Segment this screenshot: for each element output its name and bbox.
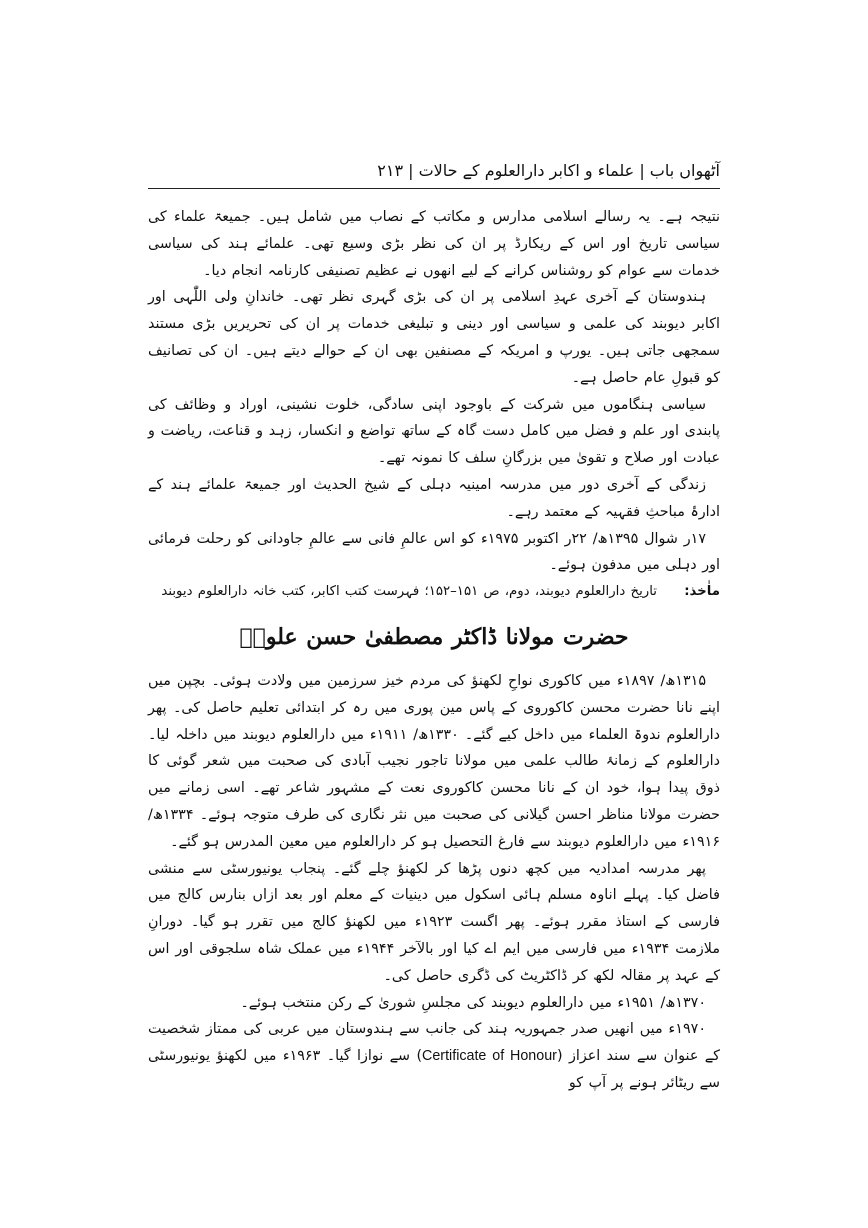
final-paragraph-before: ۱۹۷۰ء میں انھیں صدر جمہوریہ ہند کی جانب سے ہندوستان میں عربی کی ممتاز شخصیت کے عنوان سے سند اعزاز (: [148, 1021, 720, 1065]
running-header: [0, 158, 868, 188]
page-number: ۲۱۳: [377, 161, 404, 180]
header-rule: [148, 188, 720, 189]
header-separator: |: [403, 161, 414, 180]
body-text: [148, 204, 720, 1097]
paragraph-7: پھر مدرسہ امدادیہ میں کچھ دنوں پڑھا کر لکھنؤ چلے گئے۔ پنجاب یونیورسٹی سے منشی فاضل کیا۔ پہلے اناوہ مسلم ہائی اسکول میں دینیات کے معلم اور بعد ازاں بنارس کالج میں فارسی کے استاذ مقرر ہوئے۔ پھر اگست ۱۹۲۳ء میں لکھنؤ کالج میں تقرر ہو گیا۔ دورانِ ملازمت ۱۹۳۴ء میں فارسی میں ایم اے کیا اور بالآخر ۱۹۴۴ء میں عملک شاہ سلجوقی اور اس کے عہد پر مقالہ لکھ کر ڈاکٹریٹ کی ڈگری حاصل کی۔: [148, 860, 720, 984]
paragraph-4: زندگی کے آخری دور میں مدرسہ امینیہ دہلی کے شیخ الحدیث اور جمیعۃ علمائے ہند کے ادارۂ مباحثِ فقہیہ کے معتمد رہے۔: [148, 476, 720, 520]
paragraph-5: ۱۷ر شوال ۱۳۹۵ھ/ ۲۲ر اکتوبر ۱۹۷۵ء کو اس عالمِ فانی سے عالمِ جاودانی کو رحلت فرمائی اور دہلی میں مدفون ہوئے۔: [148, 530, 720, 574]
english-term: Certificate of Honour: [422, 1048, 557, 1065]
paragraph-9: [148, 1016, 720, 1096]
paragraph-2: ہندوستان کے آخری عہدِ اسلامی پر ان کی بڑی گہری نظر تھی۔ خاندانِ ولی اللّٰہی اور اکابر دیوبند کی علمی و سیاسی اور دینی و تبلیغی خدمات پر ان کی تحریریں بڑی مستند سمجھی جاتی ہیں۔ یورپ و امریکہ کے مصنفین بھی ان کے حوالے دیتے ہیں۔ ان کی تصانیف کو قبولِ عام حاصل ہے۔: [148, 289, 720, 386]
header-title: آٹھواں باب | علماء و اکابر دارالعلوم کے حالات: [418, 161, 720, 180]
paragraph-1: نتیجہ ہے۔ یہ رسالے اسلامی مدارس و مکاتب کے نصاب میں شامل ہیں۔ جمیعۃ علماء کی سیاسی تاریخ اور اس کے ریکارڈ پر ان کی نظر بڑی وسیع تھی۔ علمائے ہند کی سیاسی خدمات سے عوام کو روشناس کرانے کے لیے انھوں نے عظیم تصنیفی کارنامہ انجام دیا۔: [148, 209, 720, 279]
source-line: [148, 579, 720, 606]
source-label: ماٰخذ:: [684, 584, 720, 600]
final-paragraph-after: ) سے نوازا گیا۔ ۱۹۶۳ء میں لکھنؤ یونیورسٹی سے ریٹائر ہونے پر آپ کو: [148, 1048, 720, 1091]
paragraph-3: سیاسی ہنگاموں میں شرکت کے باوجود اپنی سادگی، خلوت نشینی، اوراد و وظائف کی پابندی اور علم و فضل میں کامل دست گاہ کے ساتھ تواضع و انکسار، زہد و قناعت، ریاضت و عبادت اور صلاح و تقویٰ میں بزرگانِ سلف کا نمونہ تھے۔: [148, 396, 720, 467]
paragraph-8: ۱۳۷۰ھ/ ۱۹۵۱ء میں دارالعلوم دیوبند کی مجلسِ شوریٰ کے رکن منتخب ہوئے۔: [240, 994, 706, 1011]
source-text: تاریخ دارالعلوم دیوبند، دوم، ص ۱۵۱–۱۵۲؛ فہرست کتب اکابر، کتب خانہ دارالعلوم دیوبند: [161, 584, 657, 600]
header-text: [377, 158, 720, 184]
paragraph-6: ۱۳۱۵ھ/ ۱۸۹۷ء میں کاکوری نواحِ لکھنؤ کی مردم خیز سرزمین میں ولادت ہوئی۔ بچپن میں اپنے نانا حضرت محسن کاکوروی کے پاس مین پوری میں رہ کر ابتدائی تعلیم حاصل کی۔ پھر دارالعلوم ندوۃ العلماء میں داخل کیے گئے۔ ۱۳۳۰ھ/ ۱۹۱۱ء میں دارالعلوم دیوبند میں داخلہ لیا۔ دارالعلوم کے زمانۂ طالب علمی میں مولانا تاجور نجیب آبادی کی صحبت میں شعر گوئی کا ذوق پیدا ہوا، خود ان کے نانا محسن کاکوروی نعت کے مشہور شاعر تھے۔ اسی زمانے میں حضرت مولانا مناظر احسن گیلانی کی صحبت میں نثر نگاری کی طرف متوجہ ہوئے۔ ۱۳۳۴ھ/ ۱۹۱۶ء میں دارالعلوم دیوبند سے فارغ التحصیل ہو کر دارالعلوم میں معین المدرس ہو گئے۔: [148, 672, 720, 850]
section-heading: حضرت مولانا ڈاکٹر مصطفیٰ حسن علویؒ: [239, 623, 629, 650]
